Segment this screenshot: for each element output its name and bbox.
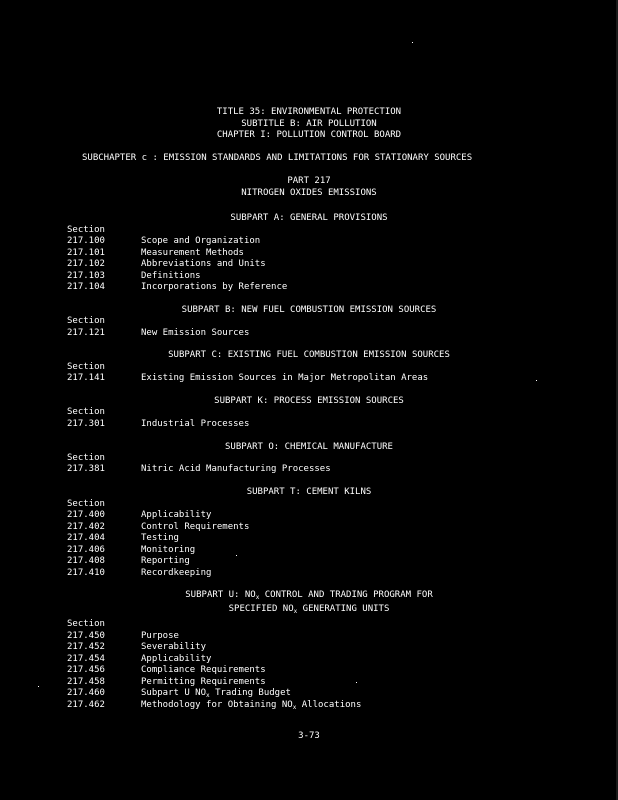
toc-entry [67, 271, 201, 283]
scan-speck [412, 42, 413, 43]
toc-entry [67, 533, 179, 545]
section-number: 217.104 [67, 282, 105, 292]
toc-entry [67, 642, 206, 654]
section-number: 217.402 [67, 521, 105, 532]
toc-entry [67, 700, 361, 712]
section-title: Industrial Processes [141, 419, 250, 429]
section-title: Monitoring [141, 544, 196, 555]
section-number: 217.406 [67, 544, 105, 555]
section-title: Reporting [141, 556, 190, 566]
section-number: 217.404 [67, 533, 105, 543]
section-title: Abbreviations and Units [141, 259, 266, 269]
section-title: Scope and Organization [141, 236, 261, 246]
toc-entry [67, 522, 249, 534]
scan-speck [536, 380, 537, 381]
toc-entry [67, 677, 266, 689]
scan-speck [236, 555, 237, 556]
subpart-o-heading: SUBPART O: CHEMICAL MANUFACTURE [225, 442, 393, 452]
toc-entry [67, 665, 266, 677]
title-text: Methodology for Obtaining NO [141, 699, 293, 710]
section-number: 217.454 [67, 653, 105, 664]
toc-entry [67, 545, 195, 557]
section-label: Section [67, 499, 105, 509]
scan-speck [38, 686, 39, 687]
toc-entry [67, 236, 260, 248]
section-title: New Emission Sources [141, 328, 250, 338]
toc-entry [67, 464, 331, 476]
section-number: 217.100 [67, 236, 105, 246]
section-number: 217.458 [67, 676, 105, 687]
subpart-k-heading: SUBPART K: PROCESS EMISSION SOURCES [214, 396, 404, 406]
section-title: Testing [141, 533, 179, 543]
section-number: 217.102 [67, 259, 105, 269]
section-title: Compliance Requirements [141, 665, 266, 675]
part-heading [0, 176, 618, 199]
section-number: 217.456 [67, 665, 105, 675]
heading-text: GENERATING UNITS [297, 604, 390, 614]
section-number: 217.400 [67, 510, 105, 520]
toc-entry [67, 373, 428, 385]
section-number: 217.450 [67, 630, 105, 641]
subscript: x [255, 594, 260, 601]
subscript: x [292, 703, 297, 711]
section-title: Definitions [141, 270, 201, 281]
chapter-line: CHAPTER I: POLLUTION CONTROL BOARD [216, 130, 402, 140]
page-number: 3-73 [298, 731, 320, 741]
section-title: Applicability [141, 510, 212, 520]
subpart-t-heading: SUBPART T: CEMENT KILNS [246, 487, 372, 497]
section-number: 217.121 [67, 328, 105, 338]
heading-text: SPECIFIED NO [228, 604, 294, 614]
section-number: 217.103 [67, 270, 105, 281]
title-text: Subpart U NO [141, 688, 207, 698]
subpart-u-heading-line2 [0, 604, 618, 616]
section-number: 217.301 [67, 419, 105, 429]
toc-entry [67, 328, 249, 340]
subpart-b-heading: SUBPART B: NEW FUEL COMBUSTION EMISSION SOURCES [181, 305, 437, 315]
section-title: Measurement Methods [141, 247, 244, 258]
section-title: Nitric Acid Manufacturing Processes [141, 464, 331, 474]
heading-text: CONTROL AND TRADING PROGRAM FOR [259, 590, 433, 600]
toc-entry [67, 631, 179, 643]
toc-entry [67, 248, 244, 260]
section-title [141, 688, 291, 700]
subscript: x [293, 608, 298, 615]
section-title: Permitting Requirements [141, 676, 266, 687]
section-number: 217.101 [67, 247, 105, 258]
section-number: 217.141 [67, 373, 105, 383]
subpart-c-heading: SUBPART C: EXISTING FUEL COMBUSTION EMISSION SOURCES [168, 350, 450, 360]
toc-entry [67, 654, 211, 666]
section-title: Incorporations by Reference [141, 282, 288, 292]
section-label: Section [67, 407, 105, 417]
heading-text: SUBPART U: NO [185, 590, 256, 600]
section-number: 217.452 [67, 642, 105, 652]
toc-entry [67, 688, 291, 700]
toc-entry [67, 568, 211, 580]
toc-entry [67, 282, 287, 294]
section-number: 217.381 [67, 464, 105, 474]
section-number: 217.408 [67, 556, 105, 566]
section-title: Applicability [141, 653, 212, 664]
section-number: 217.460 [67, 688, 105, 698]
subpart-a-heading: SUBPART A: GENERAL PROVISIONS [230, 213, 388, 223]
section-label: Section [67, 362, 105, 372]
toc-entry [67, 419, 249, 431]
document-header [0, 107, 618, 142]
title-text: Trading Budget [209, 688, 291, 698]
part-name: NITROGEN OXIDES EMISSIONS [241, 187, 377, 198]
title-text: Allocations [296, 699, 362, 710]
section-title: Recordkeeping [141, 567, 212, 578]
section-label: Section [67, 619, 105, 629]
section-label: Section [67, 225, 105, 235]
section-title: Existing Emission Sources in Major Metropolitan Areas [141, 373, 429, 383]
subscript: x [206, 692, 210, 699]
section-number: 217.410 [67, 567, 105, 578]
subtitle-line: SUBTITLE B: AIR POLLUTION [241, 118, 377, 129]
subpart-u-heading-line1 [0, 590, 618, 602]
toc-entry [67, 259, 266, 271]
section-title [141, 700, 361, 712]
toc-entry [67, 510, 211, 522]
section-label: Section [67, 316, 105, 326]
scan-speck [356, 682, 357, 683]
title-line: TITLE 35: ENVIRONMENTAL PROTECTION [216, 107, 402, 117]
subchapter-heading: SUBCHAPTER c : EMISSION STANDARDS AND LIMITATIONS FOR STATIONARY SOURCES [82, 153, 473, 163]
section-title: Purpose [141, 630, 179, 641]
section-label: Section [67, 453, 105, 463]
section-title: Control Requirements [141, 521, 250, 532]
section-number: 217.462 [67, 699, 105, 710]
part-number: PART 217 [287, 176, 331, 186]
section-title: Severability [141, 642, 207, 652]
toc-entry [67, 556, 190, 568]
